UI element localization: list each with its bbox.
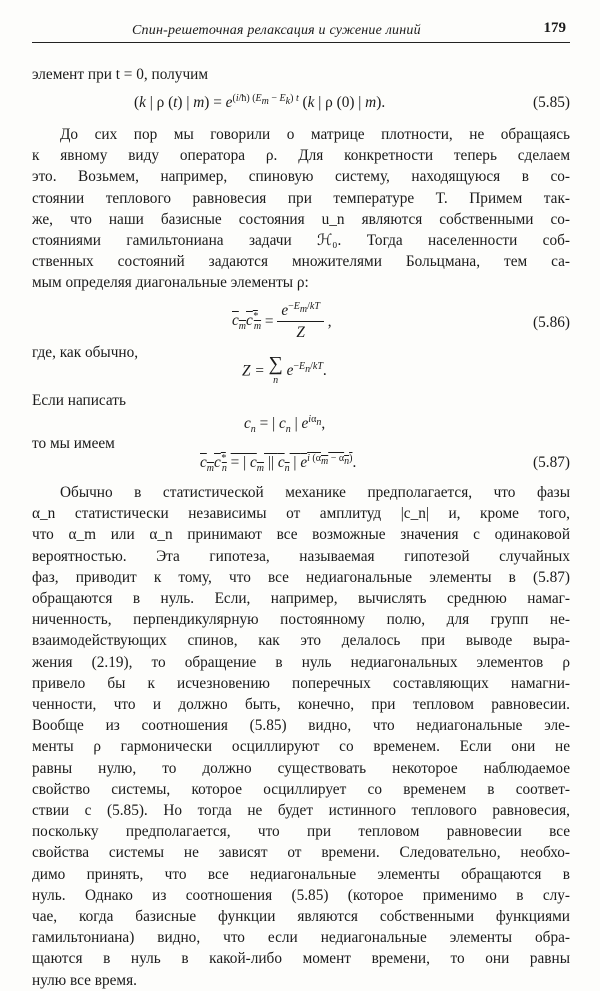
paragraph-2-line: гамильтониана) видно, что если недиагональные элементы обра-	[32, 929, 570, 947]
paragraph-1-line: к явному виду оператора ρ. Для конкретности теперь сделаем	[32, 147, 570, 165]
text-to: то мы имеем	[32, 435, 115, 452]
paragraph-2-line: ствии с (5.85). Но тогда не будет истинного теплового равновесия,	[32, 802, 570, 820]
equation-5-87-label: (5.87)	[533, 454, 570, 471]
running-title: Спин-решеточная релаксация и сужение линий	[132, 23, 421, 38]
paragraph-1	[32, 124, 570, 294]
equation-5-85-body: (k | ρ (t) | $m) = e^{(i/ħ) (E_m - E_k) t}$ (k | ρ (0) | m).	[134, 92, 386, 111]
paragraph-2-line: Обычно в статистической механике предполагается, что фазы	[60, 484, 570, 501]
page-number: 179	[543, 20, 566, 36]
paragraph-2-line: обращаются в нуль. Если, например, вычислять среднюю намаг-	[32, 590, 570, 608]
paragraph-2-line: фаз, приводит к тому, что все недиагональные элементы в (5.87)	[32, 568, 570, 586]
paragraph-1-line: стоянии теплового равновесия при температуре T. Примем так-	[32, 189, 570, 207]
paragraph-1-line: мым определяя диагональные элементы ρ:	[32, 274, 309, 292]
paragraph-2-line: Вообще из соотношения (5.85) видно, что недиагональные эле-	[32, 717, 570, 735]
paragraph-2-line: жения (2.19), то обращение в нуль недиагональных элементов ρ	[32, 653, 570, 671]
paragraph-2-line: ниченность, перпендикулярную постоянному полю, для групп не-	[32, 611, 570, 629]
page-header	[32, 18, 570, 43]
equation-5-86	[32, 300, 570, 344]
paragraph-2	[32, 482, 570, 991]
equation-5-85-label: (5.85)	[533, 94, 570, 111]
paragraph-2-line: щаются в нуль в какой-либо момент времени, то они равны	[32, 950, 570, 968]
equation-5-86-body: $c_mc^*_m$ = $\frac{e^{-E_m/kT}}{Z}$ ,	[232, 300, 332, 342]
paragraph-1-line: ственных состояний задаются множителями Больцмана, тем са-	[32, 253, 570, 271]
equation-5-87	[32, 452, 570, 476]
equation-5-87-body: $c_mc^*_n$ = | $c_m$ || $c_n$ | $e^{i (\alpha_m - \alpha_n)}$.	[200, 452, 357, 475]
equation-5-86-label: (5.86)	[533, 314, 570, 331]
text-esli: Если написать	[32, 392, 126, 409]
paragraph-2-line: свойства системы не зависят от времени. Следовательно, необхо-	[32, 844, 570, 862]
paragraph-2-line: взаимодействующих спинов, как это делалось при выводе выра-	[32, 632, 570, 650]
paragraph-2-line: нуль. Однако из соотношения (5.85) (которое применимо в слу-	[32, 886, 570, 904]
paragraph-2-line: привело бы к исчезновению поперечных составляющих намагни-	[32, 674, 570, 692]
paragraph-1-line: До сих пор мы говорили о матрице плотности, не обращаясь	[60, 126, 570, 143]
paragraph-2-line: вероятностью. Эта гипотеза, называемая гипотезой случайных	[32, 547, 570, 565]
paragraph-2-line: чае, когда базисные функции являются собственными функциями	[32, 908, 570, 926]
equation-partition-function: Z = ∑ n $e^{-E_n/kT}$.	[242, 353, 327, 386]
paragraph-1-line: стояниями гамильтониана задачи ℋ₀. Тогда населенности соб-	[32, 232, 570, 250]
paragraph-1-line: это. Возьмем, например, спиновую систему, находящуюся в со-	[32, 168, 570, 186]
paragraph-2-line: нулю все время.	[32, 971, 137, 989]
paragraph-1-line: же, что наши базисные состояния u_n являются собственными со-	[32, 210, 570, 228]
paragraph-2-line: ченности, что и должно быть, конечно, при тепловом равновесии.	[32, 696, 570, 714]
equation-5-85	[32, 92, 570, 116]
intro-line: элемент при t = 0, получим	[32, 66, 209, 83]
paragraph-2-line: поскольку предполагается, что при тепловом равновесии все	[32, 823, 570, 841]
paragraph-2-line: димо принять, что все недиагональные элементы обращаются в	[32, 865, 570, 883]
text-gde: где, как обычно,	[32, 344, 139, 361]
paragraph-2-line: менты ρ гармонически осциллируют со временем. Если они не	[32, 738, 570, 756]
paragraph-2-line: свойство системы, которое осциллирует со временем в соответ-	[32, 780, 570, 798]
book-page: Спин-решеточная релаксация и сужение линий 179 элемент при t = 0, получим (k | ρ (t) | $m) = e^{(i/ħ) (E_m - E_k) t}$ (k | ρ (0) | m). (5.85) До сих пор мы говорили о матрице плотности, не обращаясь к явному виду оператора ρ. Для конкретности теперь сделаем это. Возьмем, например, спиновую систему, находящуюся в со- стоянии теплового равновесия при температуре T. Примем так- же, что наши базисные состояния u_n являются собственными со- стояниями гамильтониана задачи ℋ₀. Тогда населенности соб- ственных состояний задаются множителями Больцмана, тем са- мым определяя диагональные элементы ρ: $c_mc^*_m$ = $\frac{e^{-E_m/kT}}{Z}$ , (5.86) где, как обычно, Z = ∑ n $e^{-E_n/kT}$. Если написать $c_n$ = | $c_n$ | $e^{i\alpha_n}$, то мы имеем $c_mc^*_n$ = | $c_m$ || $c_n$ | $e^{i (\alpha_m - \alpha_n)}$. (5.87) Обычно в статистической механике предполагается, что фазы α_n статистически независимы от амплитуд |c_n| и, кроме того, что α_m или α_n принимают все возможные значения с одинаковой вероятностью. Эта гипотеза, называемая гипотезой случайных фаз, приводит к тому, что все недиагональные элементы в (5.87) обращаются в нуль. Если, например, вычислять среднюю намаг- ниченность, перпендикулярную постоянному полю, для групп не- взаимодействующих спинов, как это делалось при выводе выра- жения (2.19), то обращение в нуль недиагональных элементов ρ привело бы к исчезновению поперечных составляющих намагни- ченности, что и должно быть, конечно, при тепловом равновесии. Вообще из соотношения (5.85) видно, что недиагональные эле- менты ρ гармонически осциллируют со временем. Если они не равны нулю, то должно существовать некоторое наблюдаемое свойство системы, которое осциллирует со временем в соответ- ствии с (5.85). Но тогда не будет истинного теплового равновесия, поскольку предполагается, что при тепловом равновесии все свойства системы не зависят от времени. Следовательно, необхо- димо принять, что все недиагональные элементы обращаются в нуль. Однако из соотношения (5.85) (которое применимо в слу- чае, когда базисные функции являются собственными функциями гамильтониана) видно, что если недиагональные элементы обра- щаются в нуль в какой-либо момент времени, то они равны нулю все время.	[32, 18, 570, 43]
paragraph-2-line: равны нулю, то должно существовать некоторое наблюдаемое	[32, 759, 570, 777]
paragraph-2-line: что α_m или α_n принимают все возможные значения с одинаковой	[32, 526, 570, 544]
paragraph-2-line: α_n статистически независимы от амплитуд |c_n| и, кроме того,	[32, 505, 570, 523]
